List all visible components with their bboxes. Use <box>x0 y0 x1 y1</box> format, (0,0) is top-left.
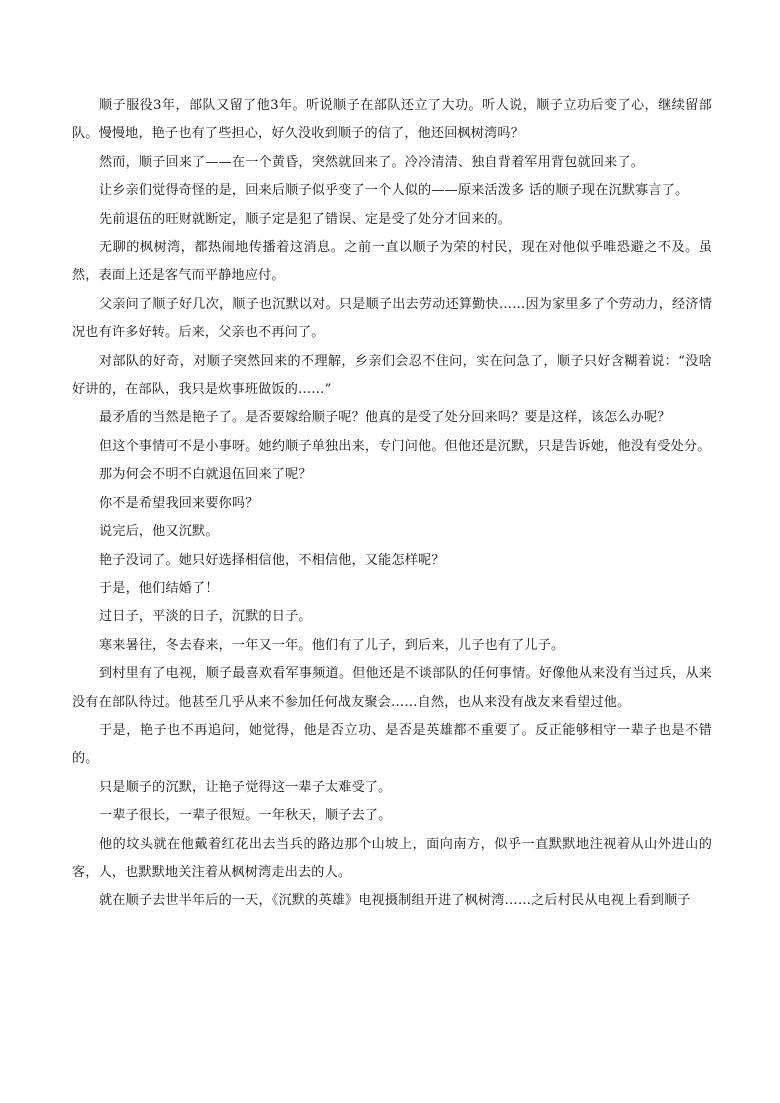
paragraph-2: 然而，顺子回来了——在一个黄昏，突然就回来了。冷冷清清、独自背着军用背包就回来了。 <box>99 154 645 170</box>
paragraph-21: 他的坟头就在他戴着红花出去当兵的路边那个山坡上，面向南方，似乎一直默默地注视着从山外进山的客，人，也默默地关注着从枫树湾走出去的人。 <box>72 836 712 880</box>
paragraph-22: 就在顺子去世半年后的一天，《沉默的英雄》电视摄制组开进了枫树湾……之后村民从电视上看到顺子 <box>99 893 691 909</box>
paragraph-6: 父亲问了顺子好几次，顺子也沉默以对。只是顺子出去劳动还算勤快……因为家里多了个劳动力，经济情况也有许多好转。后来，父亲也不再问了。 <box>72 296 712 341</box>
paragraph-19: 只是顺子的沉默，让艳子觉得这一辈子太难受了。 <box>99 779 392 795</box>
paragraph-10: 那为何会不明不白就退伍回来了呢？ <box>99 467 312 483</box>
article-body <box>72 92 712 916</box>
paragraph-3: 让乡亲们觉得奇怪的是，回来后顺子似乎变了一个人似的——原来活泼多 话的顺子现在沉默寡言了。 <box>99 183 689 199</box>
paragraph-20: 一辈子很长，一辈子很短。一年秋天，顺子去了。 <box>99 808 392 824</box>
paragraph-18: 于是，艳子也不再追问，她觉得，他是否立功、是否是英雄都不重要了。反正能够相守一辈子也是不错的。 <box>72 722 712 767</box>
paragraph-8: 最矛盾的当然是艳子了。是否要嫁给顺子呢？他真的是受了处分回来吗？要是这样，该怎么办呢？ <box>99 410 671 426</box>
paragraph-5: 无聊的枫树湾，都热闹地传播着这消息。之前一直以顺子为荣的村民，现在对他似乎唯恐避之不及。虽然，表面上还是客气而平静地应付。 <box>72 240 712 284</box>
paragraph-12: 说完后，他又沉默。 <box>99 524 219 540</box>
paragraph-14: 于是，他们结婚了！ <box>99 580 219 596</box>
paragraph-11: 你不是希望我回来要你吗？ <box>99 495 259 511</box>
paragraph-4: 先前退伍的旺财就断定，顺子定是犯了错误、定是受了处分才回来的。 <box>99 211 512 227</box>
paragraph-15: 过日子，平淡的日子，沉默的日子。 <box>99 609 312 625</box>
paragraph-7: 对部队的好奇，对顺子突然回来的不理解，乡亲们会忍不住问，实在问急了，顺子只好含糊着说：“没啥好讲的，在部队，我只是炊事班做饭的……” <box>72 353 712 398</box>
paragraph-9: 但这个事情可不是小事呀。她约顺子单独出来，专门问他。但他还是沉默，只是告诉她，他没有受处分。 <box>99 438 711 454</box>
paragraph-17: 到村里有了电视，顺子最喜欢看军事频道。但他还是不谈部队的任何事情。好像他从来没有当过兵，从来没有在部队待过。他甚至几乎从来不参加任何战友聚会……自然，也从来没有战友来看望过他。 <box>72 666 712 710</box>
paragraph-1: 顺子服役3年，部队又留了他3年。听说顺子在部队还立了大功。听人说，顺子立功后变了心，继续留部队。慢慢地，艳子也有了些担心，好久没收到顺子的信了，他还回枫树湾吗？ <box>72 98 712 142</box>
paragraph-16: 寒来暑往，冬去春来，一年又一年。他们有了儿子，到后来，儿子也有了儿子。 <box>99 637 565 653</box>
paragraph-13: 艳子没词了。她只好选择相信他，不相信他，又能怎样呢？ <box>99 552 445 568</box>
